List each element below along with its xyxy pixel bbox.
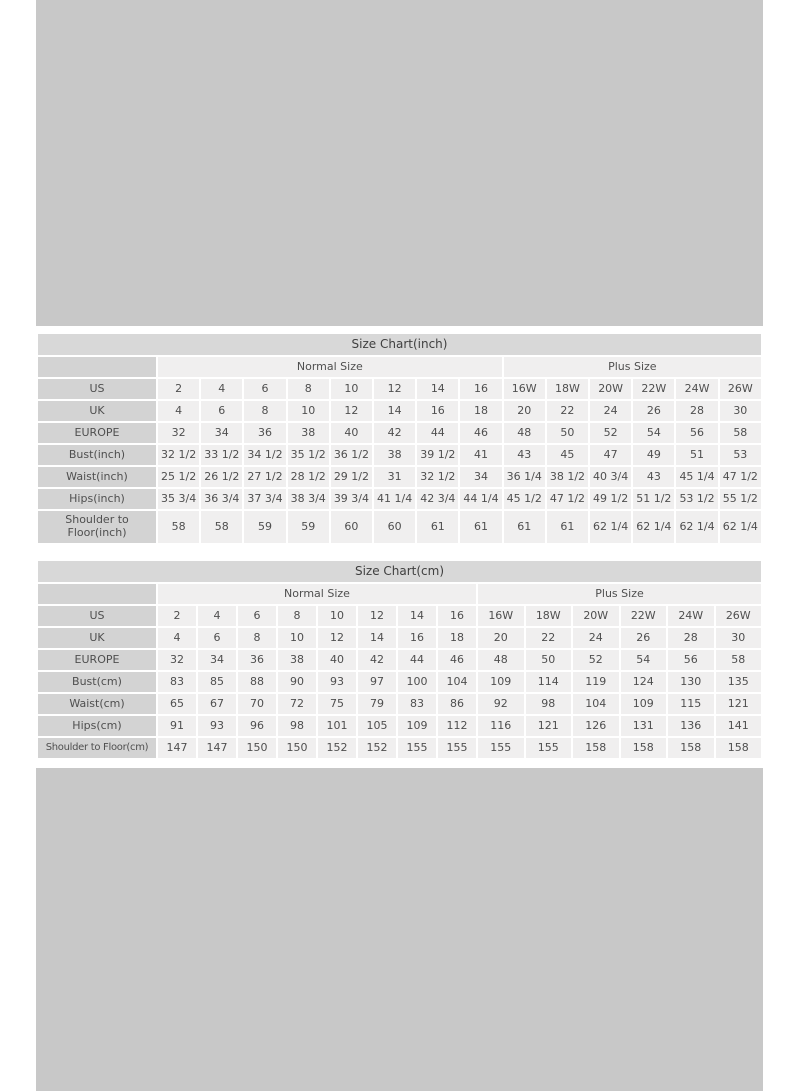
size-value: 16W — [504, 379, 545, 399]
size-value: 43 — [633, 467, 674, 487]
row-label: UK — [38, 401, 156, 421]
corner-cell — [38, 584, 156, 604]
size-value: 91 — [158, 716, 196, 736]
row-label: EUROPE — [38, 650, 156, 670]
size-value: 101 — [318, 716, 356, 736]
size-value: 40 3/4 — [590, 467, 631, 487]
size-value: 147 — [198, 738, 236, 758]
size-value: 44 — [417, 423, 458, 443]
size-value: 22W — [621, 606, 667, 626]
size-value: 136 — [668, 716, 714, 736]
size-value: 90 — [278, 672, 316, 692]
table-row — [38, 401, 761, 421]
size-value: 105 — [358, 716, 396, 736]
table-row — [38, 738, 761, 758]
size-value: 60 — [331, 511, 372, 543]
size-value: 112 — [438, 716, 476, 736]
size-value: 58 — [201, 511, 242, 543]
size-value: 12 — [358, 606, 396, 626]
size-value: 6 — [198, 628, 236, 648]
table-title-row — [38, 561, 761, 582]
content-column — [36, 0, 763, 1091]
size-value: 2 — [158, 379, 199, 399]
size-value: 38 3/4 — [288, 489, 329, 509]
size-value: 18 — [438, 628, 476, 648]
size-value: 42 — [358, 650, 396, 670]
size-value: 6 — [238, 606, 276, 626]
size-value: 86 — [438, 694, 476, 714]
size-value: 42 — [374, 423, 415, 443]
size-value: 92 — [478, 694, 524, 714]
size-value: 51 1/2 — [633, 489, 674, 509]
size-value: 4 — [158, 628, 196, 648]
size-value: 52 — [573, 650, 619, 670]
size-value: 121 — [716, 694, 762, 714]
group-header-row — [38, 357, 761, 377]
size-value: 119 — [573, 672, 619, 692]
size-value: 50 — [526, 650, 572, 670]
size-value: 93 — [318, 672, 356, 692]
size-value: 34 — [201, 423, 242, 443]
size-value: 158 — [573, 738, 619, 758]
table-row — [38, 511, 761, 543]
size-value: 126 — [573, 716, 619, 736]
size-value: 10 — [331, 379, 372, 399]
size-value: 2 — [158, 606, 196, 626]
size-value: 130 — [668, 672, 714, 692]
size-value: 75 — [318, 694, 356, 714]
group-header-normal: Normal Size — [158, 357, 502, 377]
row-label: Shoulder to Floor(cm) — [38, 738, 156, 758]
group-header-row — [38, 584, 761, 604]
size-value: 53 — [720, 445, 761, 465]
size-value: 12 — [331, 401, 372, 421]
size-value: 42 3/4 — [417, 489, 458, 509]
size-value: 16 — [460, 379, 501, 399]
size-value: 83 — [158, 672, 196, 692]
size-value: 16 — [398, 628, 436, 648]
table-row — [38, 489, 761, 509]
size-value: 116 — [478, 716, 524, 736]
size-value: 51 — [676, 445, 717, 465]
size-value: 32 1/2 — [158, 445, 199, 465]
size-value: 20 — [504, 401, 545, 421]
size-value: 158 — [716, 738, 762, 758]
size-value: 8 — [278, 606, 316, 626]
size-value: 34 1/2 — [244, 445, 285, 465]
size-value: 47 — [590, 445, 631, 465]
size-value: 30 — [720, 401, 761, 421]
size-value: 14 — [417, 379, 458, 399]
size-value: 54 — [621, 650, 667, 670]
size-value: 36 — [244, 423, 285, 443]
size-value: 26W — [716, 606, 762, 626]
size-value: 6 — [244, 379, 285, 399]
row-label: Shoulder to Floor(inch) — [38, 511, 156, 543]
size-value: 29 1/2 — [331, 467, 372, 487]
size-value: 70 — [238, 694, 276, 714]
group-header-plus: Plus Size — [478, 584, 761, 604]
table-row — [38, 445, 761, 465]
size-value: 27 1/2 — [244, 467, 285, 487]
size-value: 20 — [478, 628, 524, 648]
size-value: 98 — [526, 694, 572, 714]
size-value: 59 — [288, 511, 329, 543]
size-value: 54 — [633, 423, 674, 443]
size-value: 152 — [358, 738, 396, 758]
size-value: 43 — [504, 445, 545, 465]
row-label: Bust(inch) — [38, 445, 156, 465]
size-value: 45 1/4 — [676, 467, 717, 487]
size-value: 14 — [398, 606, 436, 626]
size-value: 4 — [201, 379, 242, 399]
size-value: 40 — [331, 423, 372, 443]
table-row — [38, 379, 761, 399]
size-value: 121 — [526, 716, 572, 736]
row-label: Waist(cm) — [38, 694, 156, 714]
size-value: 30 — [716, 628, 762, 648]
size-value: 155 — [526, 738, 572, 758]
size-table — [36, 332, 763, 545]
size-value: 36 — [238, 650, 276, 670]
size-value: 8 — [244, 401, 285, 421]
size-value: 53 1/2 — [676, 489, 717, 509]
size-value: 61 — [504, 511, 545, 543]
size-value: 49 — [633, 445, 674, 465]
size-value: 155 — [478, 738, 524, 758]
size-value: 93 — [198, 716, 236, 736]
size-value: 104 — [573, 694, 619, 714]
size-value: 135 — [716, 672, 762, 692]
table-title: Size Chart(inch) — [38, 334, 761, 355]
size-value: 56 — [676, 423, 717, 443]
size-value: 38 1/2 — [547, 467, 588, 487]
size-value: 115 — [668, 694, 714, 714]
size-value: 124 — [621, 672, 667, 692]
table-row — [38, 467, 761, 487]
table-row — [38, 650, 761, 670]
size-value: 39 1/2 — [417, 445, 458, 465]
size-value: 37 3/4 — [244, 489, 285, 509]
size-chart-inch — [36, 332, 763, 545]
size-value: 4 — [198, 606, 236, 626]
table-row — [38, 672, 761, 692]
size-value: 35 3/4 — [158, 489, 199, 509]
size-value: 59 — [244, 511, 285, 543]
row-label: US — [38, 379, 156, 399]
size-value: 62 1/4 — [720, 511, 761, 543]
size-value: 44 — [398, 650, 436, 670]
size-value: 88 — [238, 672, 276, 692]
size-value: 79 — [358, 694, 396, 714]
size-value: 62 1/4 — [676, 511, 717, 543]
size-value: 28 — [676, 401, 717, 421]
size-value: 98 — [278, 716, 316, 736]
size-value: 65 — [158, 694, 196, 714]
size-value: 97 — [358, 672, 396, 692]
size-value: 155 — [398, 738, 436, 758]
size-value: 36 1/4 — [504, 467, 545, 487]
size-value: 131 — [621, 716, 667, 736]
size-value: 40 — [318, 650, 356, 670]
size-value: 18 — [460, 401, 501, 421]
size-value: 24W — [668, 606, 714, 626]
size-value: 25 1/2 — [158, 467, 199, 487]
size-value: 20W — [573, 606, 619, 626]
size-value: 12 — [318, 628, 356, 648]
size-table — [36, 559, 763, 760]
size-value: 46 — [438, 650, 476, 670]
size-value: 85 — [198, 672, 236, 692]
size-value: 41 — [460, 445, 501, 465]
size-value: 109 — [398, 716, 436, 736]
product-image-placeholder-top — [36, 0, 763, 326]
size-value: 16 — [417, 401, 458, 421]
row-label: Hips(cm) — [38, 716, 156, 736]
size-value: 152 — [318, 738, 356, 758]
size-value: 24W — [676, 379, 717, 399]
row-label: Hips(inch) — [38, 489, 156, 509]
size-value: 55 1/2 — [720, 489, 761, 509]
size-value: 47 1/2 — [547, 489, 588, 509]
size-value: 26W — [720, 379, 761, 399]
size-value: 8 — [238, 628, 276, 648]
size-value: 48 — [478, 650, 524, 670]
group-header-normal: Normal Size — [158, 584, 476, 604]
size-value: 38 — [288, 423, 329, 443]
size-value: 8 — [288, 379, 329, 399]
table-title-row — [38, 334, 761, 355]
size-value: 24 — [573, 628, 619, 648]
product-image-placeholder-bottom — [36, 768, 763, 1091]
size-value: 18W — [526, 606, 572, 626]
size-value: 96 — [238, 716, 276, 736]
size-value: 32 — [158, 650, 196, 670]
size-value: 22 — [526, 628, 572, 648]
table-row — [38, 694, 761, 714]
size-value: 67 — [198, 694, 236, 714]
size-value: 158 — [668, 738, 714, 758]
size-value: 26 — [633, 401, 674, 421]
size-value: 100 — [398, 672, 436, 692]
size-value: 60 — [374, 511, 415, 543]
row-label: Bust(cm) — [38, 672, 156, 692]
size-value: 18W — [547, 379, 588, 399]
size-value: 44 1/4 — [460, 489, 501, 509]
size-value: 62 1/4 — [590, 511, 631, 543]
size-value: 50 — [547, 423, 588, 443]
size-value: 58 — [158, 511, 199, 543]
size-value: 24 — [590, 401, 631, 421]
size-value: 114 — [526, 672, 572, 692]
group-header-plus: Plus Size — [504, 357, 761, 377]
size-value: 61 — [547, 511, 588, 543]
row-label: US — [38, 606, 156, 626]
table-row — [38, 716, 761, 736]
size-value: 16 — [438, 606, 476, 626]
table-row — [38, 606, 761, 626]
size-value: 104 — [438, 672, 476, 692]
corner-cell — [38, 357, 156, 377]
size-value: 58 — [716, 650, 762, 670]
size-value: 31 — [374, 467, 415, 487]
size-value: 28 1/2 — [288, 467, 329, 487]
size-value: 26 — [621, 628, 667, 648]
size-value: 58 — [720, 423, 761, 443]
size-value: 33 1/2 — [201, 445, 242, 465]
size-value: 38 — [278, 650, 316, 670]
size-value: 61 — [460, 511, 501, 543]
size-value: 61 — [417, 511, 458, 543]
size-value: 41 1/4 — [374, 489, 415, 509]
size-value: 32 — [158, 423, 199, 443]
size-value: 35 1/2 — [288, 445, 329, 465]
row-label: Waist(inch) — [38, 467, 156, 487]
size-value: 158 — [621, 738, 667, 758]
size-value: 150 — [238, 738, 276, 758]
row-label: UK — [38, 628, 156, 648]
size-value: 4 — [158, 401, 199, 421]
table-row — [38, 423, 761, 443]
size-value: 49 1/2 — [590, 489, 631, 509]
size-value: 47 1/2 — [720, 467, 761, 487]
size-value: 109 — [478, 672, 524, 692]
table-row — [38, 628, 761, 648]
size-value: 26 1/2 — [201, 467, 242, 487]
size-value: 38 — [374, 445, 415, 465]
size-value: 45 — [547, 445, 588, 465]
size-value: 141 — [716, 716, 762, 736]
size-value: 52 — [590, 423, 631, 443]
size-value: 20W — [590, 379, 631, 399]
size-value: 45 1/2 — [504, 489, 545, 509]
size-value: 22W — [633, 379, 674, 399]
size-value: 147 — [158, 738, 196, 758]
size-value: 10 — [318, 606, 356, 626]
size-value: 14 — [374, 401, 415, 421]
size-value: 16W — [478, 606, 524, 626]
size-value: 34 — [198, 650, 236, 670]
size-value: 14 — [358, 628, 396, 648]
size-value: 83 — [398, 694, 436, 714]
size-value: 72 — [278, 694, 316, 714]
size-value: 109 — [621, 694, 667, 714]
size-value: 39 3/4 — [331, 489, 372, 509]
size-chart-cm — [36, 559, 763, 760]
size-value: 10 — [288, 401, 329, 421]
size-value: 48 — [504, 423, 545, 443]
size-value: 46 — [460, 423, 501, 443]
size-value: 6 — [201, 401, 242, 421]
size-value: 28 — [668, 628, 714, 648]
size-value: 155 — [438, 738, 476, 758]
table-title: Size Chart(cm) — [38, 561, 761, 582]
size-value: 62 1/4 — [633, 511, 674, 543]
size-value: 10 — [278, 628, 316, 648]
size-value: 12 — [374, 379, 415, 399]
size-value: 56 — [668, 650, 714, 670]
size-value: 36 3/4 — [201, 489, 242, 509]
size-value: 32 1/2 — [417, 467, 458, 487]
size-value: 36 1/2 — [331, 445, 372, 465]
size-value: 34 — [460, 467, 501, 487]
row-label: EUROPE — [38, 423, 156, 443]
size-value: 22 — [547, 401, 588, 421]
size-value: 150 — [278, 738, 316, 758]
